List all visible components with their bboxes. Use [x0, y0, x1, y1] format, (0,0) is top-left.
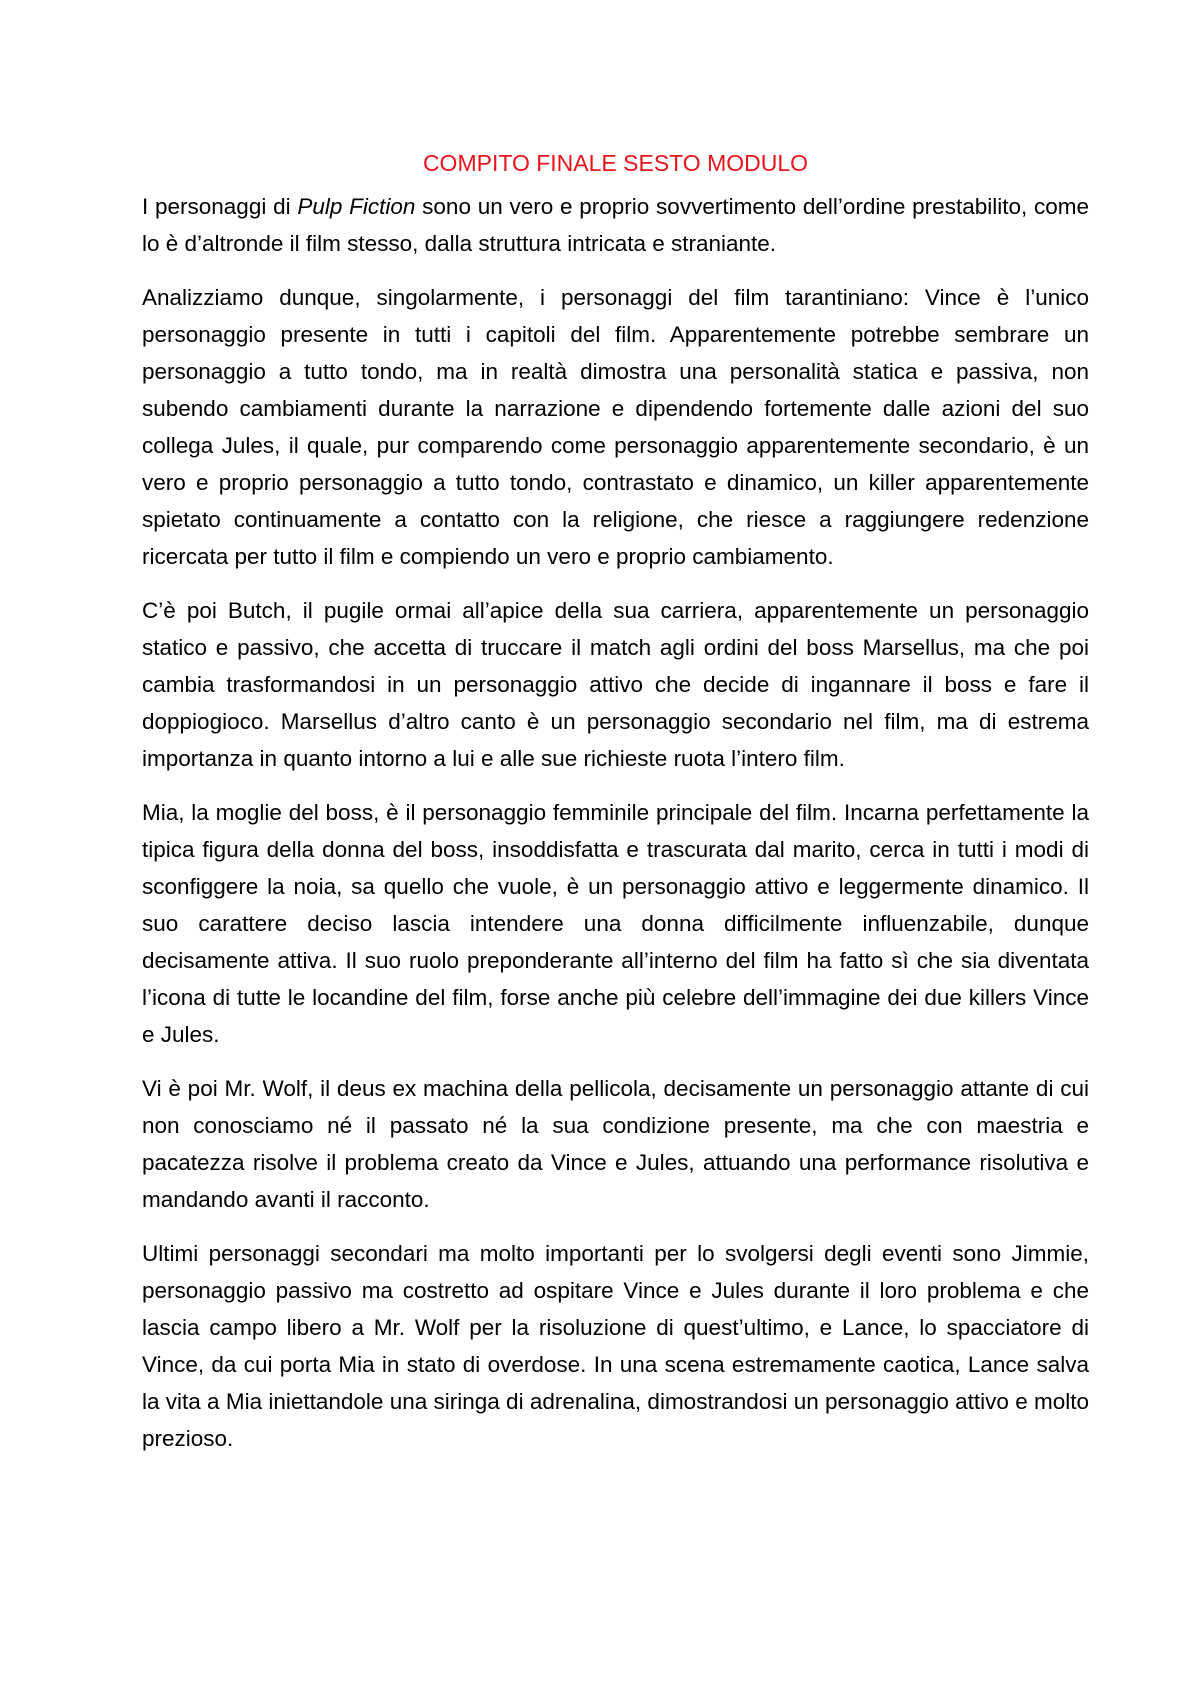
film-title-italic: Pulp Fiction	[297, 194, 416, 219]
document-title: COMPITO FINALE SESTO MODULO	[422, 150, 809, 176]
paragraph-intro-before: I personaggi di	[142, 194, 298, 219]
paragraph-vince-jules: Analizziamo dunque, singolarmente, i personaggi del film tarantiniano: Vince è l’unico personaggio presente in tutti i capitoli del film. Apparentemente potrebbe sembrare un personaggio a tutto tondo, ma in realtà dimostra una personalità statica e passiva, non subendo cambiamenti durante la narrazione e dipendendo fortemente dalle azioni del suo collega Jules, il quale, pur comparendo come personaggio apparentemente secondario, è un vero e proprio personaggio a tutto tondo, contrastato e dinamico, un killer apparentemente spietato continuamente a contatto con la religione, che riesce a raggiungere redenzione ricercata per tutto il film e compiendo un vero e proprio cambiamento.	[142, 285, 1089, 569]
paragraph-mia: Mia, la moglie del boss, è il personaggio femminile principale del film. Incarna perfettamente la tipica figura della donna del boss, insoddisfatta e trascurata dal marito, cerca in tutti i modi di sconfiggere la noia, sa quello che vuole, è un personaggio attivo e leggermente dinamico. Il suo carattere deciso lascia intendere una donna difficilmente influenzabile, dunque decisamente attiva. Il suo ruolo preponderante all’interno del film ha fatto sì che sia diventata l’icona di tutte le locandine del film, forse anche più celebre dell’immagine dei due killers Vince e Jules.	[142, 800, 1089, 1047]
paragraph-intro-after: sono un vero e proprio sovvertimento dell’ordine prestabilito, come lo è d’altronde il film stesso, dalla struttura intricata e straniante.	[142, 194, 1090, 256]
paragraph-mr-wolf: Vi è poi Mr. Wolf, il deus ex machina della pellicola, decisamente un personaggio attante di cui non conosciamo né il passato né la sua condizione presente, ma che con maestria e pacatezza risolve il problema creato da Vince e Jules, attuando una performance risolutiva e mandando avanti il racconto.	[142, 1076, 1089, 1212]
paragraph-butch-marsellus: C’è poi Butch, il pugile ormai all’apice della sua carriera, apparentemente un personaggio statico e passivo, che accetta di truccare il match agli ordini del boss Marsellus, ma che poi cambia trasformandosi in un personaggio attivo che decide di ingannare il boss e fare il doppiogioco. Marsellus d’altro canto è un personaggio secondario nel film, ma di estrema importanza in quanto intorno a lui e alle sue richieste ruota l’intero film.	[142, 598, 1089, 771]
paragraph-jimmie-lance: Ultimi personaggi secondari ma molto importanti per lo svolgersi degli eventi sono Jimmie, personaggio passivo ma costretto ad ospitare Vince e Jules durante il loro problema e che lascia campo libero a Mr. Wolf per la risoluzione di quest’ultimo, e Lance, lo spacciatore di Vince, da cui porta Mia in stato di overdose. In una scena estremamente caotica, Lance salva la vita a Mia iniettandole una siringa di adrenalina, dimostrandosi un personaggio attivo e molto prezioso.	[142, 1241, 1089, 1451]
paragraph-intro	[142, 188, 1089, 262]
document-body	[142, 146, 1089, 1474]
